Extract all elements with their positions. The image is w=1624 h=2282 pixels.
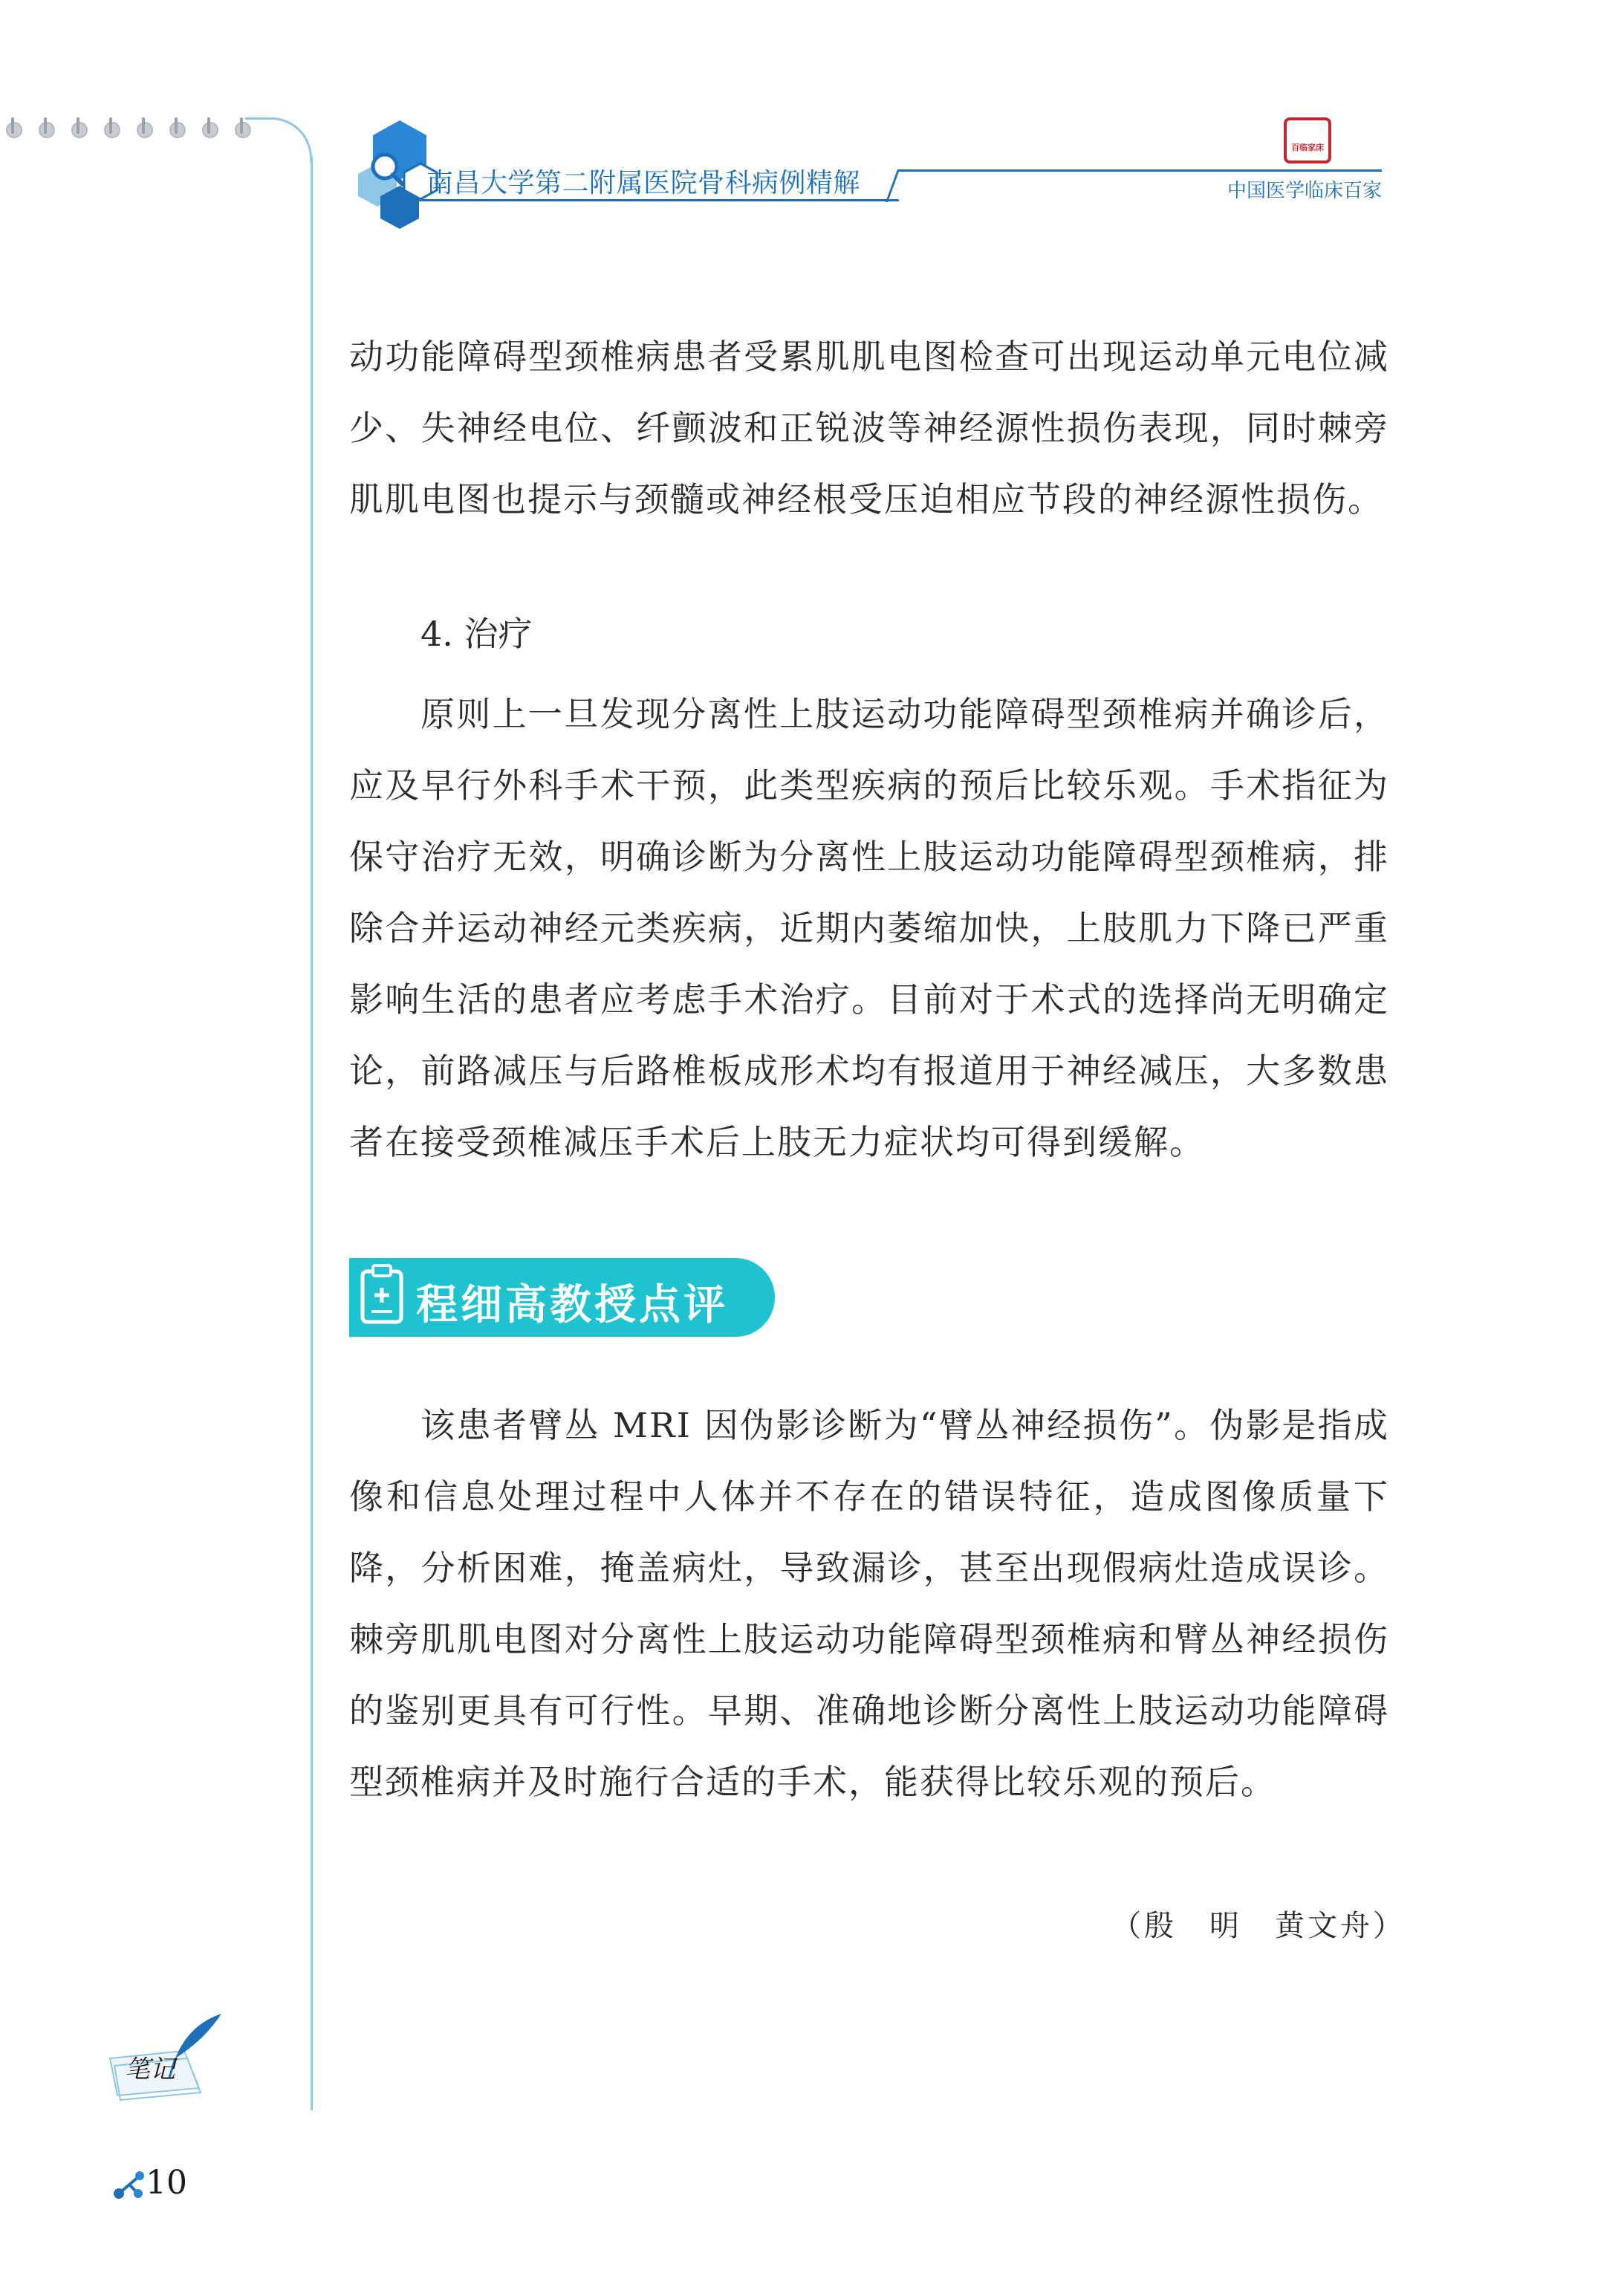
paragraph-treatment: 原则上一旦发现分离性上肢运动功能障碍型颈椎病并确诊后，应及早行外科手术干预，此类型疾病的预后比较乐观。手术指征为保守治疗无效，明确诊断为分离性上肢运动功能障碍型颈椎病，排除合并运动神经元类疾病，近期内萎缩加快，上肢肌力下降已严重影响生活的患者应考虑手术治疗。目前对于术式的选择尚无明确定论，前路减压与后路椎板成形术均有报道用于神经减压，大多数患者在接受颈椎减压手术后上肢无力症状均可得到缓解。 xyxy=(349,694,1389,1162)
notes-label: 笔记 xyxy=(125,2055,175,2084)
paragraph-comment: 该患者臂丛 MRI 因伪影诊断为“臂丛神经损伤”。伪影是指成像和信息处理过程中人体并不存在的错误特征，造成图像质量下降，分析困难，掩盖病灶，导致漏诊，甚至出现假病灶造成误诊。棘旁肌肌电图对分离性上肢运动功能障碍型颈椎病和臂丛神经损伤的鉴别更具有可行性。早期、准确地诊断分离性上肢运动功能障碍型颈椎病并及时施行合适的手术，能获得比较乐观的预后。 xyxy=(349,1405,1389,1802)
margin-line xyxy=(311,156,313,2110)
seal-text: 百临家床 xyxy=(1291,143,1324,152)
notes-quill-icon xyxy=(95,2006,236,2103)
margin-curve xyxy=(245,117,312,162)
seal-logo xyxy=(1284,117,1331,163)
header-slant xyxy=(886,169,900,202)
heading-treatment: 4. 治疗 xyxy=(420,614,533,654)
book-title: 南昌大学第二附属医院骨科病例精解 xyxy=(426,167,861,198)
section-title: 程细高教授点评 xyxy=(416,1281,728,1329)
binder-rings xyxy=(6,111,251,156)
authors: （殷 明 黄文舟） xyxy=(1111,1909,1406,1943)
paragraph-diagnosis: 动功能障碍型颈椎病患者受累肌肌电图检查可出现运动单元电位减少、失神经电位、纤颤波和正锐波等神经源性损伤表现，同时棘旁肌肌电图也提示与颈髓或神经根受压迫相应节段的神经源性损伤。 xyxy=(349,337,1389,519)
series-name: 中国医学临床百家 xyxy=(1227,179,1383,201)
header-rule-right xyxy=(899,169,1382,172)
page-number: 10 xyxy=(146,2164,187,2202)
molecule-icon xyxy=(111,2168,146,2202)
